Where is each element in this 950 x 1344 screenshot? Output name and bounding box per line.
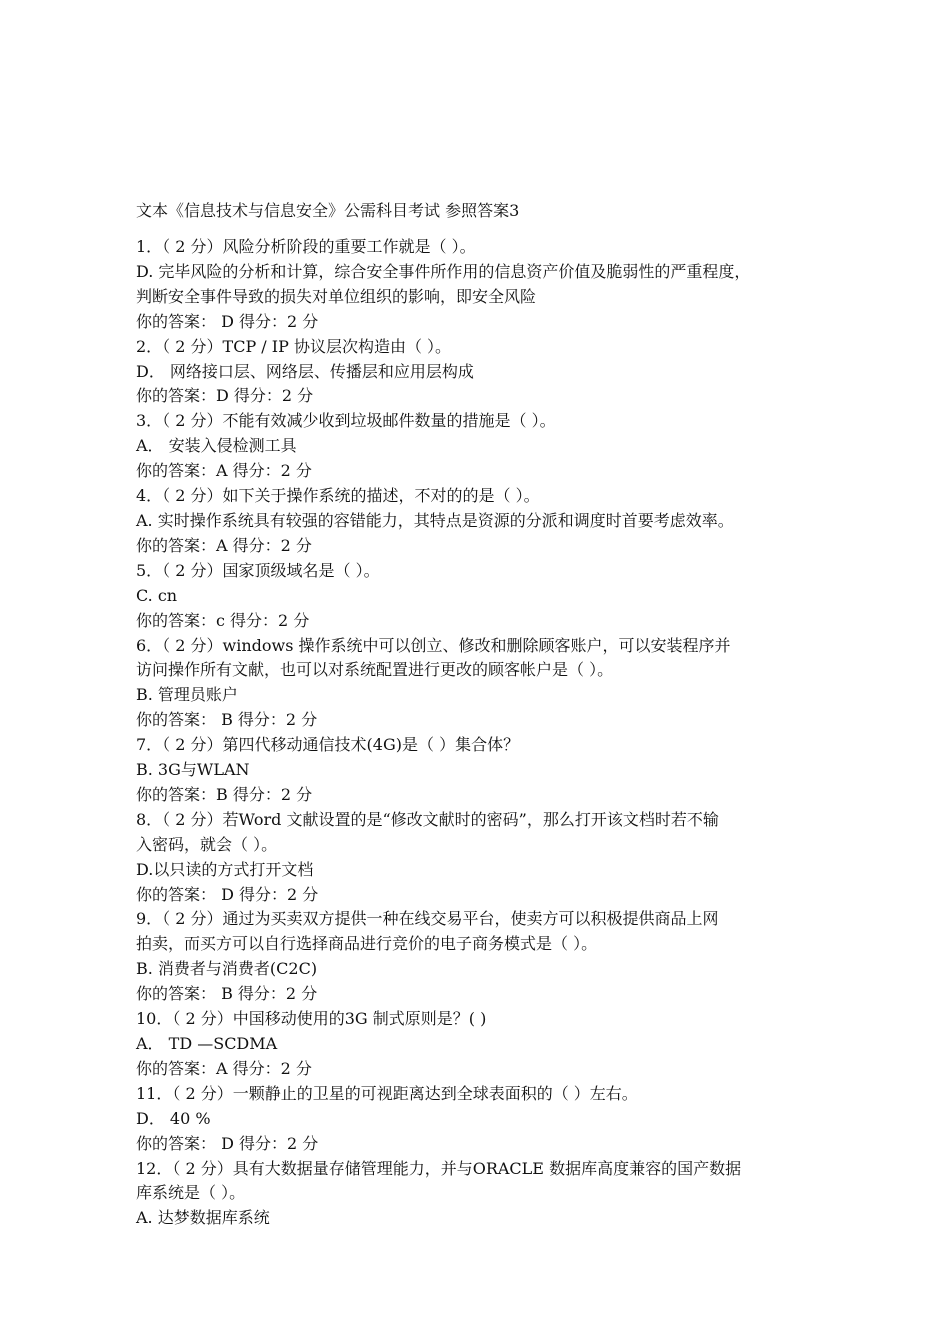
question-text: 8．（ 2 分）若Word 文献设置的是“修改文献时的密码”，那么打开该文档时若不输 [136, 809, 719, 829]
answer-result: 你的答案： D 得分：2 分 [136, 311, 319, 331]
answer-result: 你的答案：c 得分：2 分 [136, 610, 310, 630]
question-text-continued: 访问操作所有文献，也可以对系统配置进行更改的顾客帐户是（ ）。 [136, 660, 614, 680]
answer-option: D.以只读的方式打开文档 [136, 859, 314, 879]
question-item-6 [136, 634, 876, 734]
question-text: 12．（ 2 分）具有大数据量存储管理能力，并与ORACLE 数据库高度兼容的国产数据 [136, 1158, 742, 1178]
answer-option: B. 消费者与消费者(C2C) [136, 959, 318, 979]
answer-option-continued: 判断安全事件导致的损失对单位组织的影响，即安全风险 [136, 286, 537, 306]
answer-result: 你的答案：A 得分：2 分 [136, 1058, 312, 1078]
question-item-1 [136, 235, 876, 335]
question-item-5 [136, 559, 876, 634]
answer-result: 你的答案：A 得分：2 分 [136, 461, 312, 481]
answer-result: 你的答案： D 得分：2 分 [136, 884, 319, 904]
question-text: 3．（ 2 分）不能有效减少收到垃圾邮件数量的措施是（ ）。 [136, 411, 556, 431]
question-text: 4．（ 2 分）如下关于操作系统的描述，不对的的是（ ）。 [136, 486, 540, 506]
question-text: 5．（ 2 分）国家顶级域名是（ ）。 [136, 560, 380, 580]
answer-option: D． 40 % [136, 1108, 211, 1128]
question-text-continued: 入密码，就会（ ）。 [136, 834, 278, 854]
document-title: 文本《信息技术与信息安全》公需科目考试 参照答案3 [136, 201, 520, 220]
answer-option: A． TD —SCDMA [136, 1034, 278, 1053]
answer-option: B. 管理员账户 [136, 685, 238, 705]
answer-result: 你的答案：A 得分：2 分 [136, 535, 312, 555]
question-text: 11．（ 2 分）一颗静止的卫星的可视距离达到全球表面积的（ ）左右。 [136, 1083, 638, 1103]
document-page [136, 198, 876, 1231]
question-text: 6．（ 2 分）windows 操作系统中可以创立、修改和删除顾客账户，可以安装程序并 [136, 635, 731, 655]
question-item-4 [136, 484, 876, 559]
question-item-3 [136, 409, 876, 484]
answer-result: 你的答案： B 得分：2 分 [136, 984, 318, 1004]
question-list [136, 235, 876, 1231]
answer-option: C. cn [136, 585, 178, 605]
question-item-9 [136, 907, 876, 1007]
question-text: 2．（ 2 分）TCP / IP 协议层次构造由（ ）。 [136, 336, 452, 356]
question-item-8 [136, 808, 876, 908]
answer-option: D. 完毕风险的分析和计算，综合安全事件所作用的信息资产价值及脆弱性的严重程度， [136, 261, 751, 281]
answer-option: B. 3G与WLAN [136, 760, 250, 780]
question-item-10 [136, 1007, 876, 1082]
answer-result: 你的答案： D 得分：2 分 [136, 1133, 319, 1153]
answer-result: 你的答案：D 得分：2 分 [136, 386, 314, 406]
question-text: 10．（ 2 分）中国移动使用的3G 制式原则是？( ) [136, 1009, 487, 1029]
answer-option: D． 网络接口层、网络层、传播层和应用层构成 [136, 361, 474, 381]
question-text-continued: 库系统是（ ）。 [136, 1183, 246, 1203]
question-text-continued: 拍卖，而买方可以自行选择商品进行竞价的电子商务模式是（ ）。 [136, 934, 598, 954]
question-text: 9．（ 2 分）通过为买卖双方提供一种在线交易平台，使卖方可以积极提供商品上网 [136, 909, 719, 929]
answer-option: A. 达梦数据库系统 [136, 1208, 270, 1228]
answer-option: A． 安装入侵检测工具 [136, 436, 297, 456]
answer-result: 你的答案：B 得分：2 分 [136, 784, 313, 804]
answer-option: A. 实时操作系统具有较强的容错能力，其特点是资源的分派和调度时首要考虑效率。 [136, 510, 734, 530]
question-text: 1．（ 2 分）风险分析阶段的重要工作就是（ ）。 [136, 237, 476, 256]
question-item-2 [136, 335, 876, 410]
question-item-11 [136, 1082, 876, 1157]
question-text: 7．（ 2 分）第四代移动通信技术(4G)是（ ）集合体？ [136, 735, 520, 755]
answer-result: 你的答案： B 得分：2 分 [136, 710, 318, 730]
question-item-7 [136, 733, 876, 808]
question-item-12 [136, 1157, 876, 1232]
